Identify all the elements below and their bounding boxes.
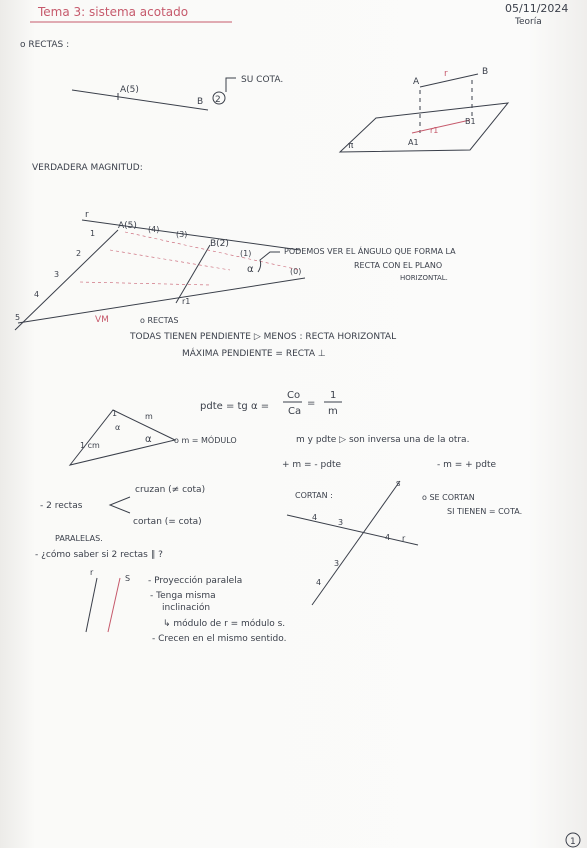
cut-4b: 4	[385, 533, 391, 542]
vm-r1: r1	[182, 297, 191, 306]
par-s: S	[125, 574, 131, 583]
o-rectas: o RECTAS	[140, 316, 179, 325]
angle-text-3: HORIZONTAL.	[400, 274, 448, 282]
vm-label-b2: B(2)	[210, 239, 229, 249]
tri-alpha-top: α	[115, 423, 121, 432]
tenga: - Tenga misma	[150, 591, 216, 601]
proyeccion: - Proyección paralela	[148, 576, 243, 586]
vm-c0: (0)	[290, 267, 302, 276]
vm-c4: (4)	[148, 225, 160, 234]
se-cortan: o SE CORTAN	[422, 493, 475, 502]
page-title: Tema 3: sistema acotado	[38, 5, 189, 19]
vm-n5: 5	[15, 313, 21, 322]
section-rectas: o RECTAS :	[20, 40, 70, 50]
modulo-text: o m = MÓDULO	[174, 436, 237, 445]
inclinacion: inclinación	[162, 603, 211, 613]
label-a1: A1	[408, 138, 419, 147]
cortan-title: CORTAN :	[295, 491, 333, 500]
tri-cm: 1 cm	[80, 441, 100, 450]
date: 05/11/2024	[505, 2, 569, 15]
label-b: B	[197, 97, 204, 107]
cut-s: S	[396, 480, 401, 488]
dos-rectas: - 2 rectas	[40, 501, 83, 511]
vm-c1: (1)	[240, 249, 252, 258]
como-saber: - ¿cómo saber si 2 rectas ∥ ?	[35, 550, 163, 560]
par-r: r	[90, 568, 94, 577]
label-b1: B1	[465, 117, 476, 126]
modulo-rs: ↳ módulo de r = módulo s.	[163, 619, 286, 629]
vm-label-a5: A(5)	[118, 221, 137, 231]
label-pi: π	[348, 141, 354, 151]
vm-n3: 3	[54, 270, 60, 279]
subtitle: Teoría	[515, 17, 542, 27]
frac-1: 1	[330, 390, 337, 401]
cortan-igual: cortan (= cota)	[133, 517, 202, 527]
menos-m: - m = + pdte	[437, 460, 497, 470]
maxima-text: MÁXIMA PENDIENTE = RECTA ⊥	[182, 349, 326, 359]
frac-m: m	[328, 406, 338, 417]
tri-m: m	[145, 412, 153, 421]
si-tienen: SI TIENEN = COTA.	[447, 507, 523, 516]
label-r-top: r	[444, 69, 448, 79]
todas-text: TODAS TIENEN PENDIENTE ▷ MENOS : RECTA HORIZONTAL	[130, 332, 397, 342]
label-a: A	[413, 77, 420, 87]
section-vm: VERDADERA MAGNITUD:	[32, 163, 143, 173]
angle-text-1: PODEMOS VER EL ÁNGULO QUE FORMA LA	[284, 247, 456, 256]
label-su-cota: SU COTA.	[241, 75, 284, 85]
vm-n4: 4	[34, 290, 40, 299]
mas-m: + m = - pdte	[282, 460, 342, 470]
vm-label: VM	[95, 315, 109, 325]
cut-3b: 3	[334, 559, 340, 568]
vm-alpha: α	[247, 264, 254, 275]
vm-n1: 1	[90, 229, 96, 238]
vm-label-r: r	[85, 210, 89, 220]
angle-text-2: RECTA CON EL PLANO	[354, 261, 443, 270]
inversa-text: m y pdte ▷ son inversa una de la otra.	[296, 435, 470, 445]
vm-n2: 2	[76, 249, 82, 258]
cut-3: 3	[338, 518, 344, 527]
vm-c3: (3)	[176, 230, 188, 239]
frac-co: Co	[287, 390, 301, 401]
pdte-formula: pdte = tg α =	[200, 401, 270, 412]
frac-ca: Ca	[288, 406, 302, 417]
cut-4c: 4	[316, 578, 322, 587]
cut-r: r	[402, 534, 406, 543]
label-b-top: B	[482, 67, 489, 77]
crecen: - Crecen en el mismo sentido.	[152, 634, 287, 644]
tri-alpha: α	[145, 434, 152, 445]
svg-text:=: =	[307, 398, 316, 409]
cruzan-text: cruzan (≠ cota)	[135, 485, 206, 495]
label-r1-plane: r1	[430, 126, 439, 135]
cut-4: 4	[312, 513, 318, 522]
tri-1: 1	[112, 409, 118, 418]
label-b2-circle: 2	[215, 95, 221, 105]
label-a5: A(5)	[120, 85, 139, 95]
paralelas-title: PARALELAS.	[55, 534, 103, 543]
page-number: 1	[570, 837, 576, 847]
